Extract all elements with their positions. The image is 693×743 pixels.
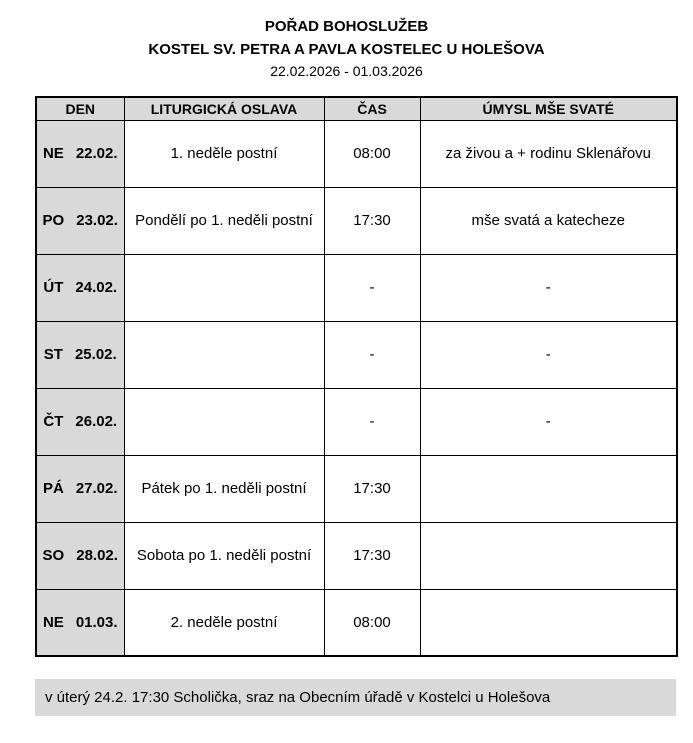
liturgy-cell: 1. neděle postní	[124, 120, 324, 187]
footer-announcement: v úterý 24.2. 17:30 Scholička, sraz na Obecním úřadě v Kostelci u Holešova	[35, 679, 676, 716]
day-date: 23.02.	[76, 212, 118, 229]
day-date: 22.02.	[75, 145, 118, 162]
day-cell	[36, 187, 124, 254]
page-title: POŘAD BOHOSLUŽEB	[264, 18, 429, 35]
time-cell: 17:30	[324, 522, 420, 589]
day-date: 26.02.	[75, 413, 118, 430]
day-cell	[36, 321, 124, 388]
day-date: 24.02.	[75, 279, 118, 296]
day-date: 28.02.	[76, 547, 118, 564]
day-cell	[36, 589, 124, 656]
intention-cell: za živou a + rodinu Sklenářovu	[420, 120, 677, 187]
day-abbrev: PÁ	[42, 480, 64, 497]
day-abbrev: ST	[43, 346, 63, 363]
table-row	[36, 455, 677, 522]
time-cell: -	[324, 254, 420, 321]
header-cell-cas: ČAS	[324, 97, 420, 120]
liturgy-cell: Pondělí po 1. neděli postní	[124, 187, 324, 254]
intention-cell	[420, 589, 677, 656]
intention-cell: -	[420, 321, 677, 388]
intention-cell: -	[420, 388, 677, 455]
liturgy-cell: Sobota po 1. neděli postní	[124, 522, 324, 589]
intention-cell: -	[420, 254, 677, 321]
schedule-table-wrapper	[35, 96, 676, 657]
time-cell: 17:30	[324, 187, 420, 254]
table-row	[36, 187, 677, 254]
liturgy-cell	[124, 321, 324, 388]
document-header	[0, 16, 693, 82]
day-abbrev: ČT	[43, 413, 64, 430]
page-subtitle: KOSTEL SV. PETRA A PAVLA KOSTELEC U HOLEŠOVA	[148, 40, 545, 58]
table-row	[36, 254, 677, 321]
table-row	[36, 388, 677, 455]
table-row	[36, 589, 677, 656]
day-abbrev: NE	[42, 613, 64, 631]
time-cell: 08:00	[324, 589, 420, 656]
liturgy-cell	[124, 254, 324, 321]
header-cell-liturgicka-oslava: LITURGICKÁ OSLAVA	[124, 97, 324, 120]
intention-cell	[420, 455, 677, 522]
day-date: 25.02.	[74, 346, 117, 363]
intention-cell	[420, 522, 677, 589]
table-row	[36, 120, 677, 187]
day-cell	[36, 388, 124, 455]
table-row	[36, 321, 677, 388]
date-range: 22.02.2026 - 01.03.2026	[270, 63, 423, 79]
day-cell	[36, 455, 124, 522]
liturgy-cell: Pátek po 1. neděli postní	[124, 455, 324, 522]
day-cell	[36, 120, 124, 187]
day-abbrev: ÚT	[43, 279, 64, 296]
time-cell: 17:30	[324, 455, 420, 522]
header-cell-den: DEN	[36, 97, 124, 120]
time-cell: -	[324, 388, 420, 455]
day-abbrev: SO	[42, 547, 65, 564]
day-date: 01.03.	[75, 613, 118, 631]
day-date: 27.02.	[75, 480, 118, 497]
liturgy-cell	[124, 388, 324, 455]
schedule-table	[35, 96, 678, 657]
day-cell	[36, 522, 124, 589]
time-cell: -	[324, 321, 420, 388]
table-header-row	[36, 97, 677, 120]
day-abbrev: PO	[42, 212, 65, 229]
time-cell: 08:00	[324, 120, 420, 187]
liturgy-cell: 2. neděle postní	[124, 589, 324, 656]
table-row	[36, 522, 677, 589]
day-cell	[36, 254, 124, 321]
day-abbrev: NE	[42, 145, 64, 162]
intention-cell: mše svatá a katecheze	[420, 187, 677, 254]
header-cell-umysl: ÚMYSL MŠE SVATÉ	[420, 97, 677, 120]
